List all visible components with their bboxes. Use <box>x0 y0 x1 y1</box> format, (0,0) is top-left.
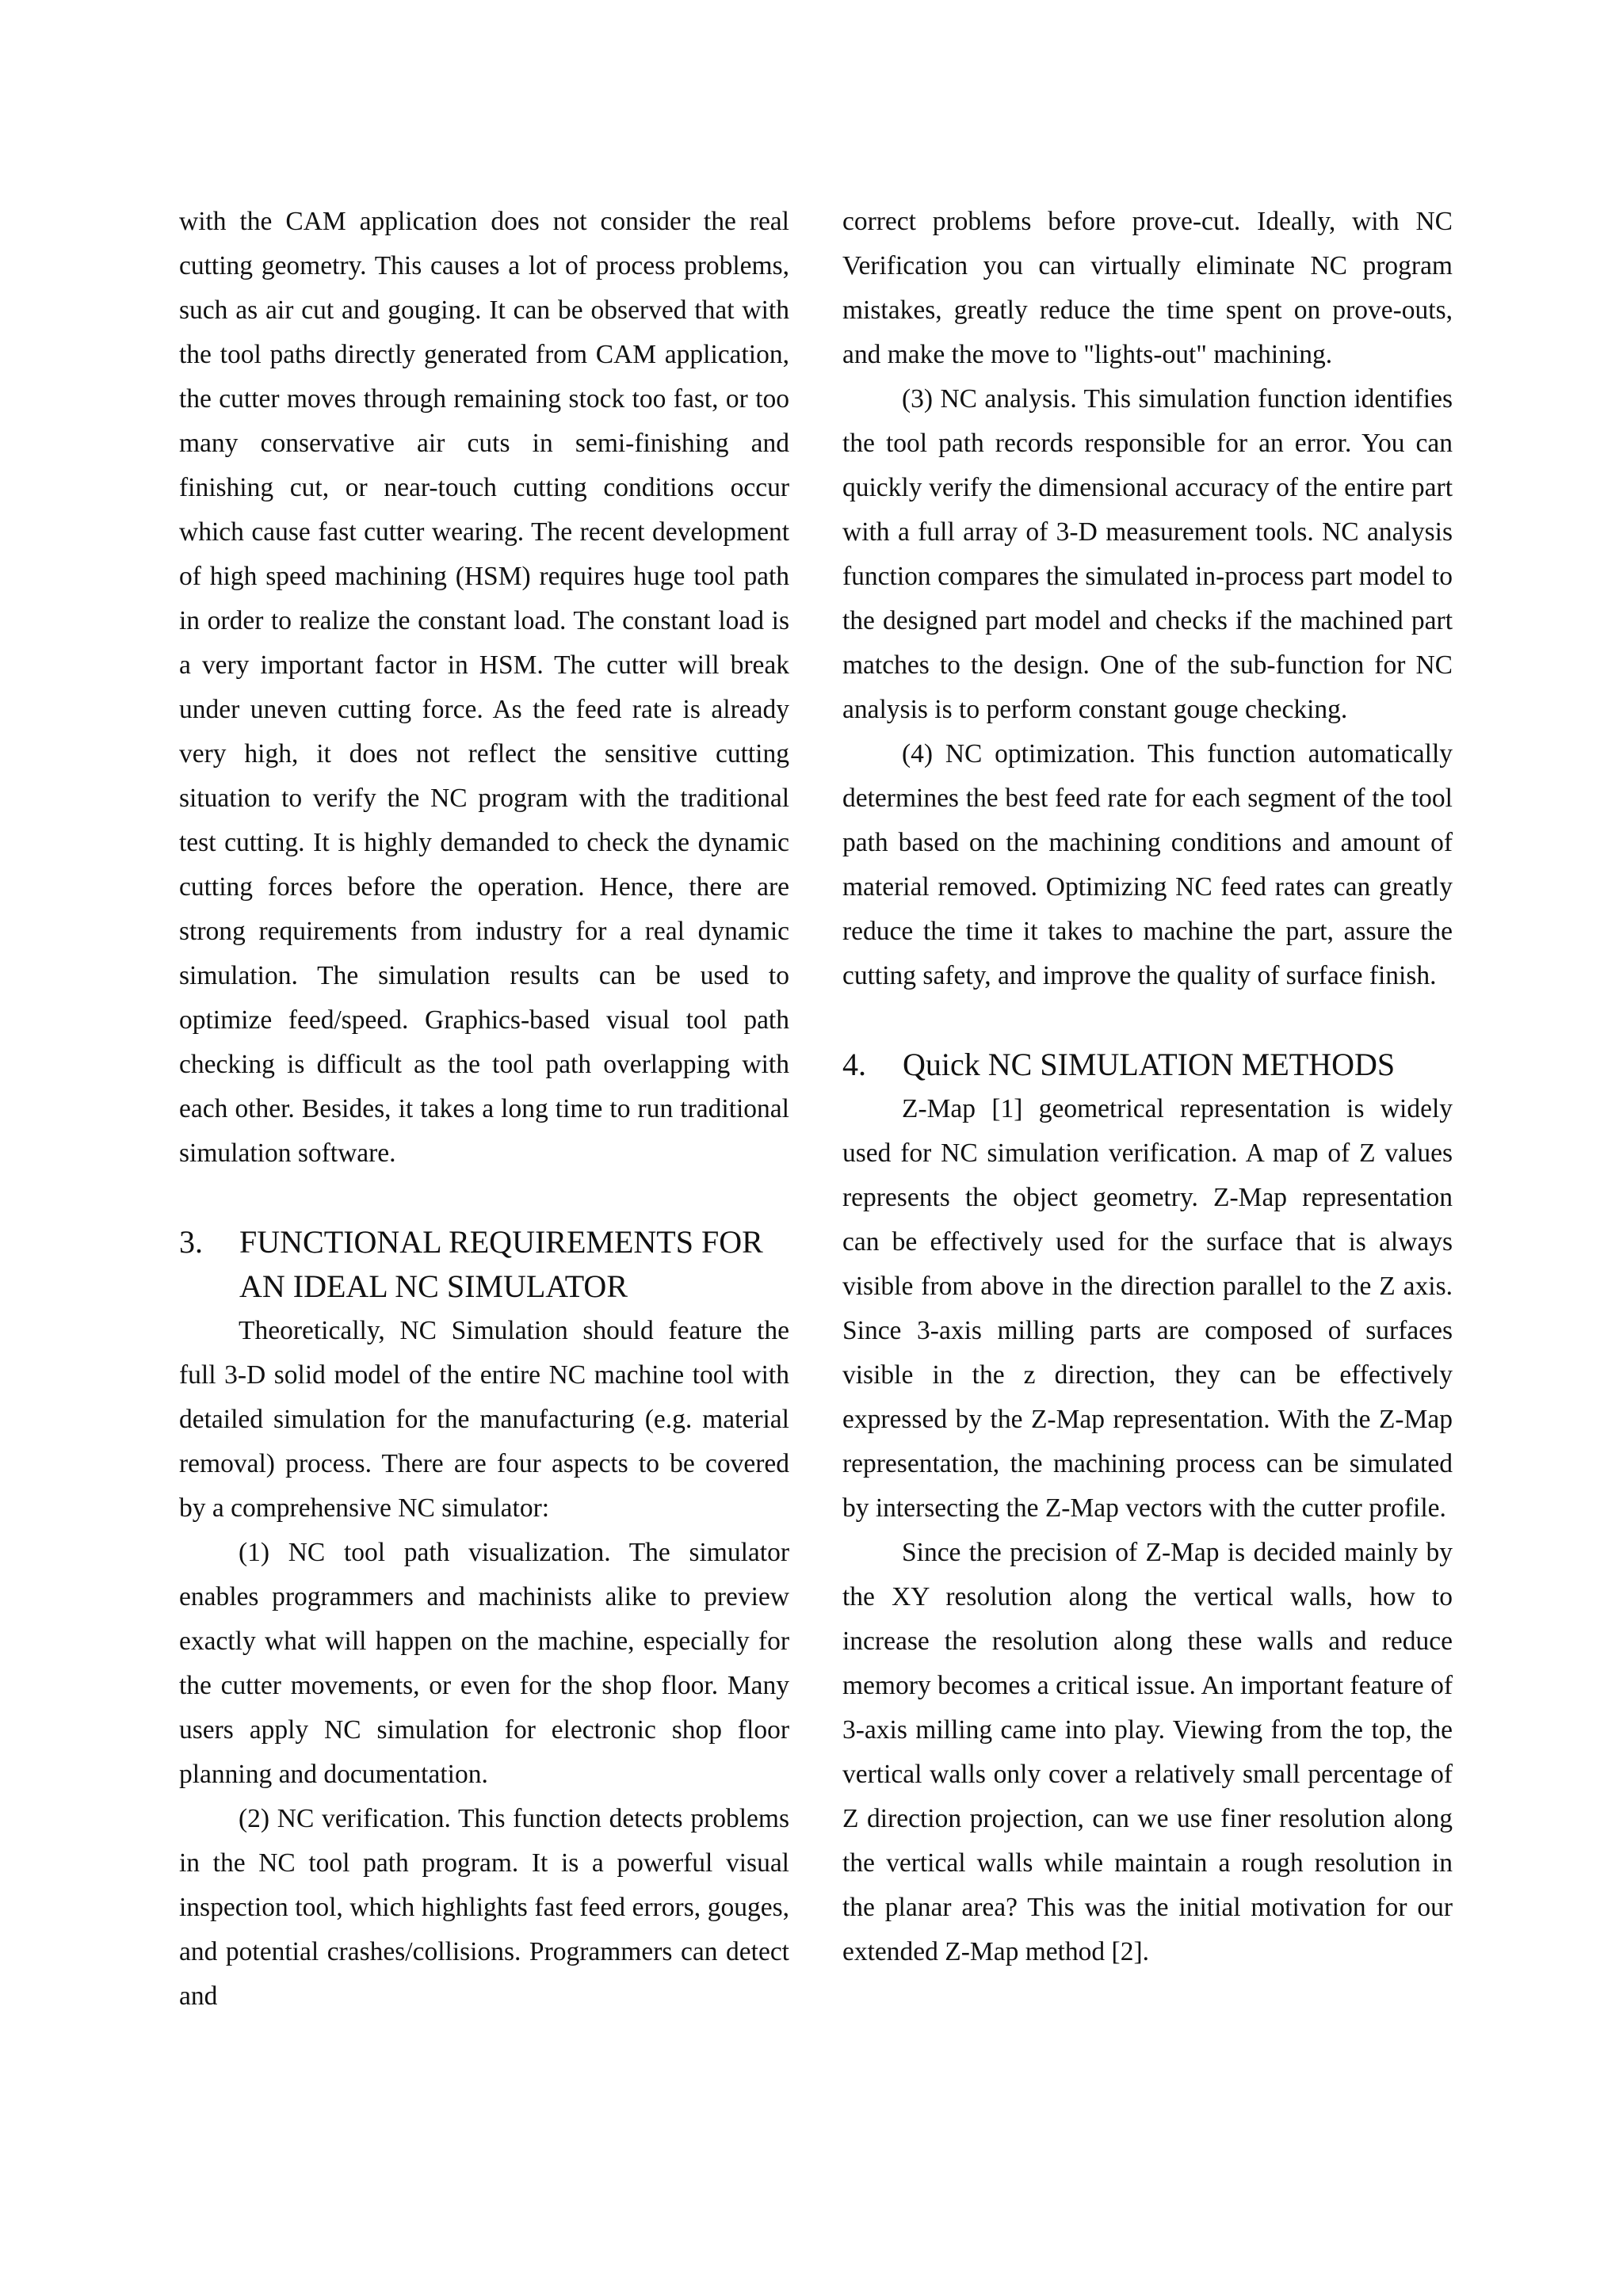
right-column <box>842 200 1453 1974</box>
paragraph-item-2-continuation: correct problems before prove-cut. Ideally, with NC Verification you can virtually eliminate NC program mistakes, greatly reduce the time spent on prove-outs, and make the move to "lights-out" machining. <box>842 207 1453 369</box>
section-spacer <box>842 998 1453 1043</box>
section-3-heading <box>179 1220 789 1309</box>
left-column <box>179 200 789 2019</box>
paragraph-item-3-analysis: (3) NC analysis. This simulation function identifies the tool path records responsible for an error. You can quickly verify the dimensional accuracy of the entire part with a full array of 3-D measurement tools. NC analysis function compares the simulated in-process part model to the designed part model and checks if the machined part matches to the design. One of the sub-function for NC analysis is to perform constant gouge checking. <box>842 384 1453 724</box>
paragraph-item-2-verification: (2) NC verification. This function detects problems in the NC tool path program. It is a powerful visual inspection tool, which highlights fast feed errors, gouges, and potential crashes/collisions. Programmers can detect and <box>179 1804 789 2011</box>
paragraph-cam-continuation: with the CAM application does not consider the real cutting geometry. This causes a lot of process problems, such as air cut and gouging. It can be observed that with the tool paths directly generated from CAM application, the cutter moves through remaining stock too fast, or too many conservative air cuts in semi-finishing and finishing cut, or near-touch cutting conditions occur which cause fast cutter wearing. The recent development of high speed machining (HSM) requires huge tool path in order to realize the constant load. The constant load is a very important factor in HSM. The cutter will break under uneven cutting force. As the feed rate is already very high, it does not reflect the sensitive cutting situation to verify the NC program with the traditional test cutting. It is highly demanded to check the dynamic cutting forces before the operation. Hence, there are strong requirements from industry for a real dynamic simulation. The simulation results can be used to optimize feed/speed. Graphics-based visual tool path checking is difficult as the tool path overlapping with each other. Besides, it takes a long time to run traditional simulation software. <box>179 207 789 1168</box>
section-3-title-line1: FUNCTIONAL REQUIREMENTS FOR <box>239 1224 763 1260</box>
paragraph-zmap: Z-Map [1] geometrical representation is widely used for NC simulation verification. A map of Z values represents the object geometry. Z-Map representation can be effectively used for the surface that is always visible from above in the direction parallel to the Z axis. Since 3-axis milling parts are composed of surfaces visible in the z direction, they can be effectively expressed by the Z-Map representation. With the Z-Map representation, the machining process can be simulated by intersecting the Z-Map vectors with the cutter profile. <box>842 1094 1453 1523</box>
section-3-number: 3. <box>179 1224 203 1260</box>
paragraph-item-4-optimization: (4) NC optimization. This function automatically determines the best feed rate for each segment of the tool path based on the machining conditions and amount of material removed. Optimizing NC feed rates can greatly reduce the time it takes to machine the part, assure the cutting safety, and improve the quality of surface finish. <box>842 739 1453 990</box>
paragraph-precision: Since the precision of Z-Map is decided mainly by the XY resolution along the vertical walls, how to increase the resolution along these walls and reduce memory becomes a critical issue. An important feature of 3-axis milling came into play. Viewing from the top, the vertical walls only cover a relatively small percentage of Z direction projection, can we use finer resolution along the vertical walls while maintain a rough resolution in the planar area? This was the initial motivation for our extended Z-Map method [2]. <box>842 1538 1453 1966</box>
paragraph-item-1-visualization: (1) NC tool path visualization. The simulator enables programmers and machinists alike to preview exactly what will happen on the machine, especially for the cutter movements, or even for the shop floor. Many users apply NC simulation for electronic shop floor planning and documentation. <box>179 1538 789 1789</box>
section-3-title-line2: AN IDEAL NC SIMULATOR <box>239 1268 628 1304</box>
section-4-heading <box>842 1043 1453 1087</box>
section-4-title: Quick NC SIMULATION METHODS <box>903 1047 1396 1082</box>
section-spacer <box>179 1176 789 1220</box>
section-3-title <box>239 1220 789 1309</box>
section-4-number: 4. <box>842 1047 866 1082</box>
paragraph-theoretically: Theoretically, NC Simulation should feature the full 3-D solid model of the entire NC machine tool with detailed simulation for the manufacturing (e.g. material removal) process. There are four aspects to be covered by a comprehensive NC simulator: <box>179 1316 789 1523</box>
